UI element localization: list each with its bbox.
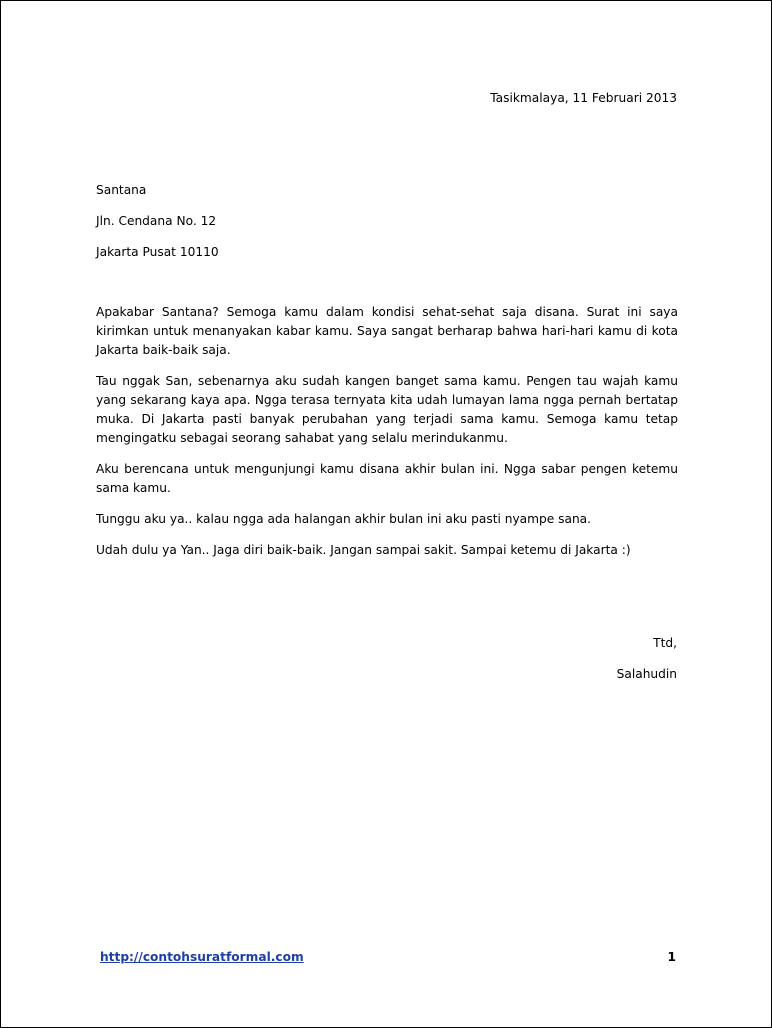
recipient-city: Jakarta Pusat 10110 xyxy=(96,245,219,259)
page-number: 1 xyxy=(667,950,676,964)
recipient-street: Jln. Cendana No. 12 xyxy=(96,214,217,228)
sender-name: Salahudin xyxy=(616,667,677,681)
recipient-name: Santana xyxy=(96,183,147,197)
footer-website-link[interactable]: http://contohsuratformal.com xyxy=(100,950,304,964)
paragraph-missing-you: Tau nggak San, sebenarnya aku sudah kangen banget sama kamu. Pengen tau wajah kamu yang sekarang kaya apa. Ngga terasa ternyata kita udah lumayan lama ngga pernah bertatap muka. Di Jakarta pasti banyak perubahan yang terjadi sama kamu. Semoga kamu tetap mengingatku sebagai seorang sahabat yang selalu merindukanmu. xyxy=(96,374,678,445)
paragraph-greeting: Apakabar Santana? Semoga kamu dalam kondisi sehat-sehat saja disana. Surat ini saya kirimkan untuk menanyakan kabar kamu. Saya sangat berharap bahwa hari-hari kamu di kota Jakarta baik-baik saja. xyxy=(96,305,678,357)
paragraph-wait: Tunggu aku ya.. kalau ngga ada halangan akhir bulan ini aku pasti nyampe sana. xyxy=(96,512,592,526)
letter-body xyxy=(96,303,678,572)
paragraph-farewell: Udah dulu ya Yan.. Jaga diri baik-baik. Jangan sampai sakit. Sampai ketemu di Jakarta :) xyxy=(96,543,631,557)
letter-date: Tasikmalaya, 11 Februari 2013 xyxy=(490,91,677,105)
closing-text: Ttd, xyxy=(653,636,677,650)
paragraph-visit-plan: Aku berencana untuk mengunjungi kamu disana akhir bulan ini. Ngga sabar pengen ketemu sama kamu. xyxy=(96,462,678,495)
